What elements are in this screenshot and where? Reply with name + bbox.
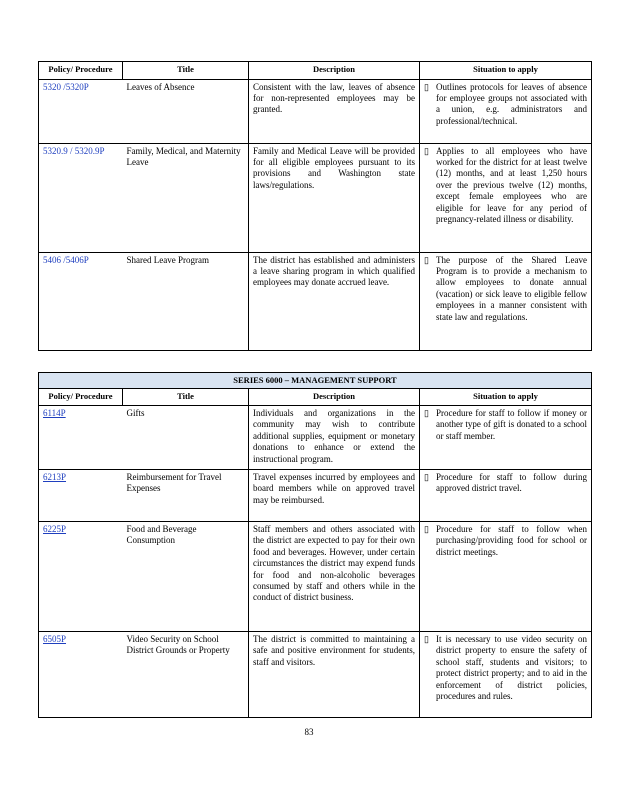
policy-description: Individuals and organizations in the community may wish to contribute additional supplies, equipment or monetary donations to enhance or extend the instructional program. — [249, 406, 420, 470]
bullet-icon: ▯ — [424, 472, 429, 483]
table-row — [39, 632, 592, 718]
policy-description: The district is committed to maintaining a safe and positive environment for students, staff and visitors. — [249, 632, 420, 718]
series-banner: SERIES 6000 – MANAGEMENT SUPPORT — [39, 373, 592, 389]
policy-link[interactable]: 6114P — [39, 406, 123, 470]
bullet-icon: ▯ — [424, 408, 429, 418]
policy-situation: ▯ Outlines protocols for leaves of absence for employee groups not associated with a union, e.g. administrators and professional/technical. — [420, 79, 592, 143]
policy-title: Leaves of Absence — [123, 79, 249, 143]
policy-description: Consistent with the law, leaves of absence for non-represented employees may be granted. — [249, 79, 420, 143]
policy-title: Gifts — [123, 406, 249, 470]
policy-description: The district has established and administers a leave sharing program in which qualified employees may donate accrued leave. — [249, 252, 420, 350]
policy-situation: ▯ Procedure for staff to follow when purchasing/providing food for school or district meetings. — [420, 522, 592, 632]
bullet-icon: ▯ — [424, 145, 429, 156]
table-row — [39, 470, 592, 522]
bullet-icon: ▯ — [424, 524, 429, 535]
policy-description: Family and Medical Leave will be provided for all eligible employees pursuant to its provisions and Washington state laws/regulations. — [249, 143, 420, 252]
policy-title: Family, Medical, and Maternity Leave — [123, 143, 249, 252]
header-policy: Policy/ Procedure — [39, 388, 123, 406]
policy-table-series-6000 — [38, 372, 592, 718]
header-title: Title — [123, 388, 249, 406]
policy-link[interactable]: 6213P — [39, 470, 123, 522]
table-header-row — [39, 388, 592, 406]
bullet-icon: ▯ — [424, 81, 429, 92]
policy-situation: ▯ Procedure for staff to follow during approved district travel. — [420, 470, 592, 522]
policy-situation: ▯ Applies to all employees who have worked for the district for at least twelve (12) months, and at least 1,250 hours over the previous twelve (12) months, except female employees who are eligible for leave for any period of pregnancy-related illness or disability. — [420, 143, 592, 252]
policy-situation: ▯ The purpose of the Shared Leave Program is to provide a mechanism to allow employees to donate annual (vacation) or sick leave to eligible fellow employees in a manner consistent with state law and regulations. — [420, 252, 592, 350]
header-policy: Policy/ Procedure — [39, 62, 123, 80]
table-row — [39, 252, 592, 350]
policy-situation: ▯ It is necessary to use video security on district property to ensure the safety of school staff, students and visitors; to protect district property; and to aid in the enforcement of district policies, procedures and rules. — [420, 632, 592, 718]
header-situation: Situation to apply — [420, 388, 592, 406]
policy-link[interactable]: 5406 /5406P — [39, 252, 123, 350]
policy-link[interactable]: 6505P — [39, 632, 123, 718]
header-description: Description — [249, 388, 420, 406]
header-situation: Situation to apply — [420, 62, 592, 80]
bullet-icon: ▯ — [424, 254, 429, 265]
table-header-row — [39, 62, 592, 80]
policy-title: Shared Leave Program — [123, 252, 249, 350]
policy-link[interactable]: 5320.9 / 5320.9P — [39, 143, 123, 252]
table-row — [39, 522, 592, 632]
policy-situation: ▯ Procedure for staff to follow if money or another type of gift is donated to a school or staff member. — [420, 406, 592, 470]
bullet-icon: ▯ — [424, 634, 429, 645]
page-number: 83 — [304, 727, 314, 737]
policy-table-series-5000 — [38, 61, 592, 351]
policy-link[interactable]: 6225P — [39, 522, 123, 632]
header-description: Description — [249, 62, 420, 80]
series-banner-row — [39, 373, 592, 389]
header-title: Title — [123, 62, 249, 80]
table-row — [39, 406, 592, 470]
table-row — [39, 79, 592, 143]
policy-description: Travel expenses incurred by employees and board members while on approved travel may be reimbursed. — [249, 470, 420, 522]
policy-description: Staff members and others associated with the district are expected to pay for their own food and beverages. However, under certain circumstances the district may expend funds for food and non-alcoholic beverages consumed by staff and others while in the conduct of district business. — [249, 522, 420, 632]
policy-title: Video Security on School District Grounds or Property — [123, 632, 249, 718]
policy-link[interactable]: 5320 /5320P — [39, 79, 123, 143]
table-row — [39, 143, 592, 252]
policy-title: Reimbursement for Travel Expenses — [123, 470, 249, 522]
policy-title: Food and Beverage Consumption — [123, 522, 249, 632]
